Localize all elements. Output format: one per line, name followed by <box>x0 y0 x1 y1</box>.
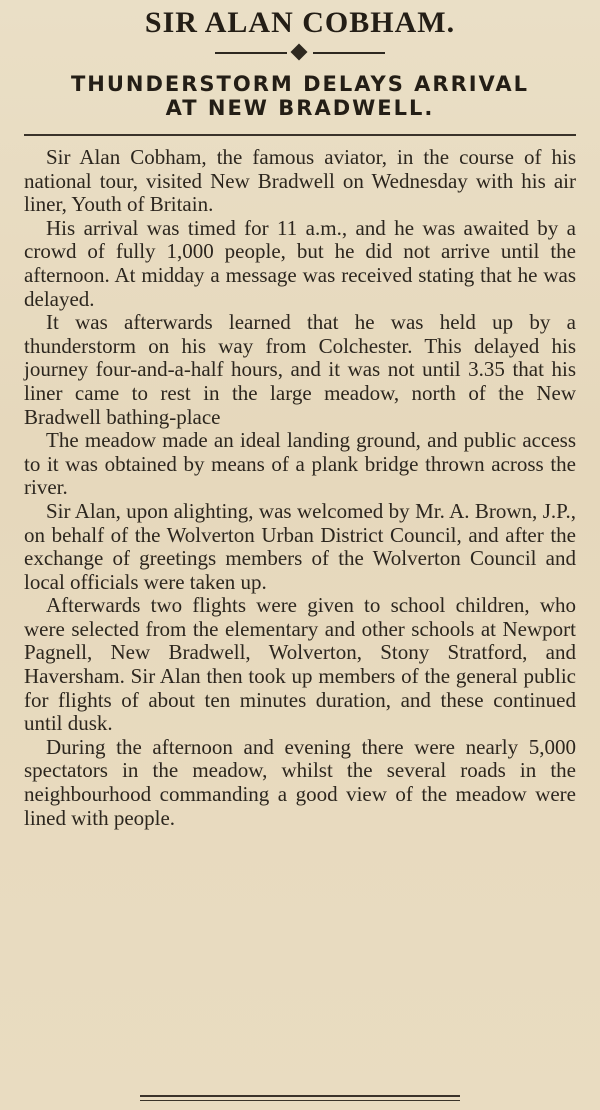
subheadline-divider <box>24 134 576 136</box>
paragraph-3: It was afterwards learned that he was held up by a thunderstorm on his way from Colchester. This delayed his journey four-and-a-half hours, and it was not until 3.35 that his liner came to rest in the large meadow, north of the New Bradwell bathing-place <box>24 310 576 429</box>
article-headline: SIR ALAN COBHAM. <box>144 6 456 39</box>
paragraph-1: Sir Alan Cobham, the famous aviator, in the course of his national tour, visited New Bradwell on Wednesday with his air liner, Youth of Britain. <box>24 145 576 217</box>
article-subheadline <box>24 72 576 120</box>
paragraph-2: His arrival was timed for 11 a.m., and he was awaited by a crowd of fully 1,000 people, but he did not arrive until the afternoon. At midday a message was received stating that he was delayed. <box>24 215 576 311</box>
paragraph-5: Sir Alan, upon alighting, was welcomed by Mr. A. Brown, J.P., on behalf of the Wolverton Urban District Council, and after the exchange of greetings members of the Wolverton Council and local officials were taken up. <box>24 498 576 594</box>
paragraph-4: The meadow made an ideal landing ground, and public access to it was obtained by means of a plank bridge thrown across the river. <box>24 428 576 500</box>
subheadline-line-2: AT NEW BRADWELL. <box>165 96 435 120</box>
footer-rule <box>140 1095 460 1101</box>
paragraph-7: During the afternoon and evening there were nearly 5,000 spectators in the meadow, whilst the several roads in the neighbourhood commanding a good view of the meadow were lined with people. <box>24 734 576 830</box>
ornament-rule-left <box>215 52 287 54</box>
paragraph-6: Afterwards two flights were given to school children, who were selected from the elementary and other schools at Newport Pagnell, New Bradwell, Wolverton, Stony Stratford, and Haversham. Sir Alan then took up members of the general public for flights of about ten minutes duration, and these continued until dusk. <box>24 593 576 736</box>
article-body <box>24 146 576 830</box>
ornament-diamond-icon <box>291 44 308 61</box>
subheadline-line-1: THUNDERSTORM DELAYS ARRIVAL <box>70 72 530 96</box>
article-column <box>24 0 576 830</box>
ornament-rule-right <box>313 52 385 54</box>
headline-ornament <box>215 42 385 64</box>
